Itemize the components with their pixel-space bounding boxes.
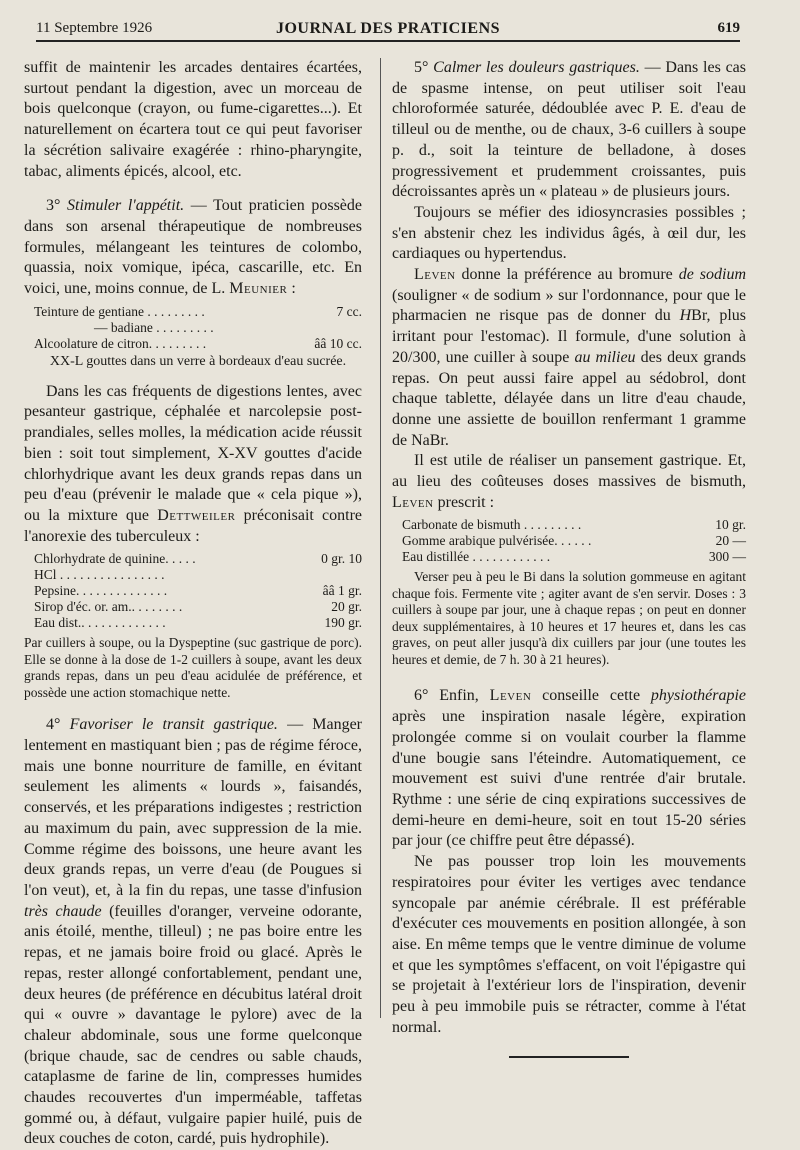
section-4: 4° Favoriser le transit gastrique. — Manger lentement en mastiquant bien ; pas de régime féroce, mais une bonne nourriture de famille, en évitant seulement les aliments « lourds », faisandés, conservés, et les préparations indigestes ; restriction au maximum du pain, avec suppression de la mie. Comme régime des boissons, une heure avant les deux grands repas, un verre d'eau (de Pougues si l'on veut), et, à la fin du repas, une tasse d'infusion très chaude (feuilles d'oranger, verveine odorante, anis étoilé, menthe, tilleul) ; ne pas boire entre les repas, et ne jamais boire froid ou glacé. Après le repas, rester allongé confortablement, pendant une, deux heures (de préférence en décubitus latéral droit qui « ouvre » davantage le pylore) avec de la chaleur abdominale, sous une forme quelconque (brique chaude, sac de cendres ou sable chauds, cataplasme de farine de lin, compresses humides chaudes recouvertes d'un imperméable, taffetas gommé ou, à défaut, vulgaire papier huilé, puis de deux couches de coton, cardé, puis hydrophile). (24, 716, 363, 1148)
rx-line: Eau distillée . . . . . . . . . . . . 300 — (402, 549, 746, 565)
paragraph: Dans les cas fréquents de digestions lentes, avec pesanteur gastrique, céphalée et narcolepsie post-prandiales, selles molles, la médication acide réussit bien : soit tout simplement, X-XV gouttes d'acide chlorhydrique avant les deux grands repas dans un peu d'eau (prévenir le malade que « cela pique »), ou la mixture que Dettweiler préconisait contre l'anorexie des tuberculeux : (24, 382, 363, 545)
rx-line: Teinture de gentiane . . . . . . . . . 7 cc. (34, 303, 362, 319)
section-title: Favoriser le transit gastrique. (69, 716, 278, 734)
author-name: Dettweiler (157, 506, 236, 524)
author-name: Leven (414, 266, 456, 284)
rx-line: HCl . . . . . . . . . . . . . . . . (34, 567, 165, 583)
section-6: 6° Enfin, Leven conseille cette physiothérapie après une inspiration nasale légère, expiration prolongée comme si on voulait courber la flamme d'une bougie sans l'éteindre. Automatiquement, ce mouvement est suivi d'une rentrée d'air brutale. Rythme : une série de cinq expirations successives de demi-heure en demi-heure, soit en tout 15-20 séries par jour (ce chiffre peut être dépassé). (392, 687, 747, 850)
paragraph: suffit de maintenir les arcades dentaires écartées, surtout pendant la digestion, avec un morceau de bois quelconque (crayon, ou fume-cigarettes...). Et naturellement on écartera tout ce qui peut favoriser la sécrétion salivaire exagérée : rhino-pharyngite, tabac, aliments épicés, alcool, etc. (24, 59, 362, 180)
paragraph: Leven donne la préférence au bromure de sodium (souligner « de sodium » sur l'ordonnance, pour que le pharmacien ne risque pas de donner du HBr, plus irritant pour l'estomac). Il formule, d'une solution à 20/300, une cuiller à soupe au milieu des deux grands repas. On peut aussi faire appel au sédobrol, dont chaque tablette, délayée dans un litre d'eau chaude, donne une assiette de bouillon renfermant 1 gramme de NaBr. (392, 266, 747, 449)
section-title: Calmer les douleurs gastriques. (433, 59, 640, 76)
prescription-2 (34, 551, 362, 631)
rx-note: XX-L gouttes dans un verre à bordeaux d'eau sucrée. (49, 353, 347, 369)
section-title: Stimuler l'appétit. (67, 197, 185, 215)
rx-line: Alcoolature de citron. . . . . . . . . ââ 10 cc. (34, 335, 362, 351)
paragraph: Toujours se méfier des idiosyncrasies possibles ; s'en abstenir chez les individus âgés, à œil dur, les cardiaques ou hypertendus. (392, 203, 746, 263)
rx-line: Gomme arabique pulvérisée. . . . . . 20 — (402, 533, 746, 549)
rx-line: Carbonate de bismuth . . . . . . . . . 10 gr. (402, 517, 746, 533)
rx-note: Par cuillers à soupe, ou la Dyspeptine (suc gastrique de porc). Elle se donne à la dose de 1-2 cuillers à soupe, avant les deux grands repas, dans un peu d'eau acidulée de préférence, et possède une action stomachique nette. (24, 635, 362, 700)
author-name: Meunier (229, 280, 288, 298)
rx-line: Pepsine. . . . . . . . . . . . . . ââ 1 gr. (34, 583, 362, 599)
rx-line: — badiane . . . . . . . . . (94, 319, 214, 335)
journal-title: JOURNAL DES PRATICIENS (275, 20, 501, 37)
prescription-3 (402, 517, 746, 565)
prescription-1 (34, 304, 362, 370)
paragraph: Ne pas pousser trop loin les mouvements respiratoires pour éviter les vertiges avec tendance syncopale par anémie cérébrale. Il est préférable d'exécuter ces mouvements en position allongée, à son aise. En même temps que le ventre diminue de volume et que les symptômes s'effacent, on voit l'épigastre qui se projetait à l'extérieur lors de l'inspiration, devenir peu à peu immobile puis se rétracter, comme à l'état normal. (392, 853, 746, 1036)
rx-line: Eau dist.. . . . . . . . . . . . . 190 gr. (34, 615, 362, 631)
page-header (36, 14, 740, 42)
header-date: 11 Septembre 1926 (36, 20, 153, 36)
paragraph: Il est utile de réaliser un pansement gastrique. Et, au lieu des coûteuses doses massives de bismuth, Leven prescrit : (392, 452, 746, 511)
rx-line: Sirop d'éc. or. am.. . . . . . . . 20 gr. (34, 599, 362, 615)
right-column (392, 58, 746, 1058)
section-3: 3° Stimuler l'appétit. — Tout praticien possède dans son arsenal thérapeutique de nombreuses formules, mélangeant les teintures de colombo, quassia, noix vomique, ipéca, cascarille, etc. En voici, une, moins connue, de L. Meunier : (24, 197, 363, 298)
end-rule (509, 1056, 629, 1058)
rx-note: Verser peu à peu le Bi dans la solution gommeuse en agitant chaque fois. Fermente vite ; agiter avant de s'en servir. Doses : 3 cuillers à soupe par jour, une à chaque repas ; on peut en donner deux supplémentaires, à 10 heures et 17 heures et, dans les cas graves, on peut aller jusqu'à dix cuillers par jour (une toutes les heures et demie, de 7 h. 30 à 21 heures). (392, 569, 746, 667)
author-name: Leven (489, 687, 532, 705)
page-number: 619 (717, 20, 740, 36)
section-5: 5° Calmer les douleurs gastriques. — Dans les cas de spasme intense, on peut utiliser soit l'eau chloroformée saturée, dédoublée avec P. E. d'eau de tilleul ou de menthe, ou de chaux, 3-6 cuillers à soupe p. d., soit la teinture de belladone, à doses progressivement et prudemment croissantes, puis décroissantes après un « plateau » de plusieurs jours. (392, 59, 746, 201)
left-column (24, 58, 362, 1150)
column-rule (380, 58, 381, 1018)
author-name: Leven (392, 493, 434, 511)
rx-line: Chlorhydrate de quinine. . . . . 0 gr. 10 (34, 551, 362, 567)
